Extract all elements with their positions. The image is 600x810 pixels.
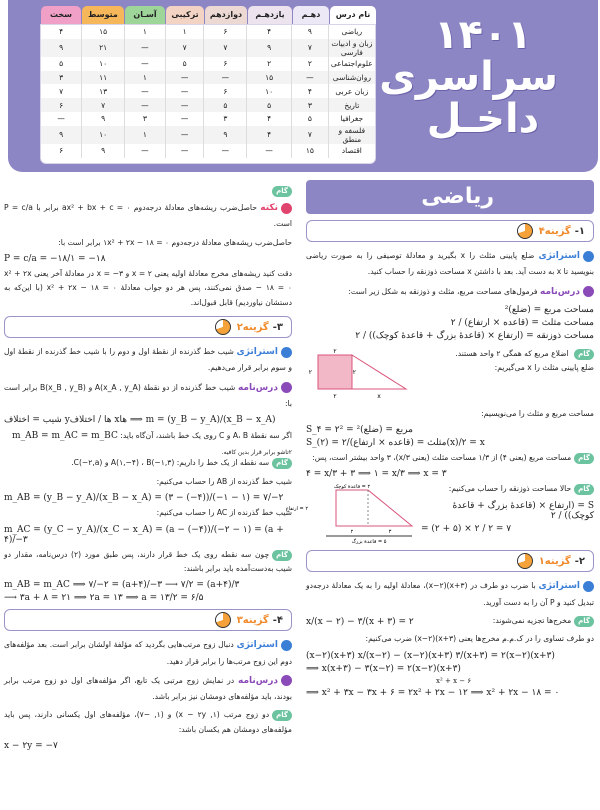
fig1-x-label: x (377, 392, 381, 400)
count-cell: ۵ (165, 57, 204, 71)
q2-eq3: ⟹ x(x+۳) − ۳(x−۲) = ۲(x−۲)(x+۳) (306, 663, 461, 674)
count-cell: ۳ (204, 112, 247, 126)
count-cell: — (165, 84, 204, 98)
count-cell: ۷ (165, 39, 204, 57)
count-cell: ۶ (204, 25, 247, 39)
slope-formula: شیب = اختلاف yها / اختلاف xها ⟹ m = (y_B − y_A)/(x_B − x_A) (4, 415, 276, 426)
count-cell: ۴ (247, 112, 292, 126)
question-number: ۳- (272, 321, 283, 333)
q4-step1-text: دو زوج مرتب (۱, x − ۲y) و (۱, −۷)، مؤلفه‌های اول یکسانی دارند، پس باید مؤلفه‌های دومشان هم یکسان باشد: (4, 710, 292, 734)
area-line: مساحت مربع و مثلث را می‌نویسیم: (481, 408, 594, 418)
count-cell: — (165, 144, 204, 158)
count-cell: — (125, 84, 166, 98)
count-cell: ۱۳ (82, 84, 125, 98)
lesson-text: فرمول‌های مساحت مربع، مثلث و ذوزنقه به شکل زیر است: (348, 286, 538, 296)
count-cell: ۱۱ (82, 71, 125, 85)
q4-eq: x − ۲y = −۷ (4, 741, 58, 752)
fig2-seg2: ۳ (388, 529, 392, 536)
count-cell: — (125, 144, 166, 158)
star-icon (281, 203, 292, 214)
table-header-5: آسـان (125, 6, 165, 24)
strategy-icon (281, 347, 292, 358)
clock-icon (215, 612, 231, 628)
stats-table (40, 6, 376, 166)
count-cell: ۶ (204, 57, 247, 71)
question-number: ۱- (574, 225, 585, 237)
table-row (41, 112, 375, 126)
table-header-3: دوازدهم (205, 6, 247, 24)
stats-grid (41, 25, 375, 158)
book-icon (281, 675, 292, 686)
table-body-wrapper (40, 24, 376, 164)
count-cell: ۲ (247, 57, 292, 71)
count-cell: ۵ (204, 98, 247, 112)
count-cell: ۴ (247, 126, 292, 144)
count-cell: ۹ (41, 126, 82, 144)
book-icon (583, 286, 594, 297)
lesson-label: درس‌نامه (237, 675, 278, 686)
count-cell: ۱۰ (82, 57, 125, 71)
banner-title (379, 12, 558, 142)
count-cell: — (165, 112, 204, 126)
q2-eq4: ⟹ x² + ۳x − ۳x + ۶ = ۲x² + ۲x − ۱۲ ⟹ x² + ۲x − ۱۸ = ۰ (306, 687, 560, 698)
fig1-top-label: ۲ (333, 347, 337, 355)
collinear-line (4, 428, 292, 445)
book-icon (281, 382, 292, 393)
equation-x: ۴ = x/۳ + ۳ ⟹ ۱ = x/۳ ⟹ x = ۳ (306, 469, 447, 480)
lesson-text: در نمایش زوج مرتبی یک تابع، اگر مؤلفه‌های اول دو زوج مرتب برابر بودند، باید مؤلفه‌های دومشان نیز برابر باشد. (4, 675, 292, 702)
fig2-seg1: ۲ (350, 529, 354, 536)
triangle-shape (352, 355, 406, 389)
roots-paragraph: دقت کنید ریشه‌های مخرج معادلهٔ اولیه یعنی x = ۲ و x = −۳ در معادلهٔ آخر یعنی x² + ۲x − ۱۸ = ۰ صدق نمی‌کنند، پس هر دو جواب معادلهٔ x² + ۲x − ۱۸ = ۰ (با این‌که به دستشان نیاوردیم) قابل قبول‌اند. (4, 268, 293, 307)
lesson-block (4, 380, 292, 412)
q3-step2-text: چون سه نقطه روی یک خط قرار دارند، پس طبق مورد (۲) درس‌نامه، مقدار دو شیب به‌دست‌آمده باید برابر باشند: (4, 549, 292, 574)
step-3-row (285, 482, 594, 546)
count-cell: ۶ (41, 98, 82, 112)
count-cell: ۷ (59, 86, 64, 96)
fig2-height: ۲ = ارتفاع (285, 506, 308, 513)
count-cell: ۳ (41, 71, 82, 85)
question-number: ۴- (272, 614, 283, 626)
strategy-text: ضلع پایینی مثلث را x بگیرید و معادلهٔ توصیفی را به صورت ریاضی بنویسید تا x به دست آید. بعد با داشتن x مساحت ذوزنقه را حساب کنید. (306, 251, 594, 277)
q3-step1-text: سه نقطه از یک خط را داریم: A(۱,−۴) ، B(−۱,۳) و C(−۲,a). (71, 458, 270, 468)
count-cell: — (247, 144, 292, 158)
q4-step1 (4, 708, 292, 737)
count-cell: ۱۵ (247, 71, 292, 85)
collinear-note: ۲تاشو برابر قرار بدین کافیه. (221, 449, 292, 457)
subject-heading: ریاضی (306, 180, 594, 214)
step-badge: گام (574, 453, 594, 464)
strategy-label: استراتژی (236, 640, 278, 651)
answer-option: گزینه۲ (236, 321, 269, 333)
step-badge: گام (272, 710, 292, 721)
lesson-text: شیب خط گذرنده از دو نقطهٔ A(x_A , y_A) و B(x_B , y_B) برابر است با: (4, 382, 292, 408)
strategy-block (306, 248, 594, 280)
subject-name-cell: زبان عربی (328, 84, 375, 98)
table-header-1: دهـم (293, 6, 329, 24)
collinear-eq: m_AB = m_AC = m_BC (12, 431, 118, 442)
strategy-text: شیب خط گذرنده از نقطهٔ اول و دوم را با شیب خط گذرنده از نقطهٔ اول و سوم برابر قرار می‌دهیم. (4, 347, 292, 373)
count-cell: ۷ (292, 39, 329, 57)
count-cell: ۱ (125, 126, 166, 144)
subject-name-cell: ریاضی (328, 25, 375, 39)
lesson-block (4, 673, 292, 705)
question-3-header (4, 316, 292, 338)
count-cell: ۹ (82, 144, 125, 158)
count-cell: — (57, 114, 65, 124)
count-cell: ۷ (292, 126, 329, 144)
table-row (41, 126, 375, 144)
square-triangle-figure (306, 347, 416, 407)
count-cell: — (125, 57, 166, 71)
formula-trapezoid: مساحت ذوزنقه = (ارتفاع × (قاعدهٔ بزرگ + قاعدهٔ کوچک)) / ۲ (355, 330, 594, 341)
clock-icon (517, 553, 533, 569)
step-3-label: حالا مساحت ذوزنقه را حساب می‌کنیم: (448, 484, 572, 494)
banner-line2: داخـل (426, 96, 540, 142)
step-badge: گام (574, 616, 594, 627)
strategy-text: با ضرب دو طرف در (x+۳)(x−۲)، معادلهٔ اولیه را به یک معادلهٔ درجه‌دو تبدیل کنید و P آن را به دست آورید. (306, 581, 594, 607)
area-square: S_مربع = (ضلع)² = ۲² = ۴ (306, 425, 413, 436)
q2-equation: x/(x − ۲) − ۳/(x + ۳) = ۲ (306, 616, 414, 627)
count-cell: ۳ (125, 112, 166, 126)
count-cell: ۲۱ (82, 39, 125, 57)
count-cell: ۱ (165, 25, 204, 39)
final-eq: ⟶ ۳a + ۸ = ۲۱ ⟹ ۲a = ۱۳ ⟹ a = ۱۳/۲ = ۶/۵ (4, 593, 204, 604)
banner-year: ۱۴۰۱ (434, 12, 532, 58)
step-badge: گام (574, 349, 594, 360)
question-number: ۲- (574, 555, 585, 567)
count-cell: — (125, 39, 166, 57)
count-cell: ۴ (247, 25, 292, 39)
count-cell: ۷ (204, 39, 247, 57)
count-cell: — (165, 126, 204, 144)
count-cell: ۵ (247, 98, 292, 112)
mab-text: شیب خط گذرنده از AB را حساب می‌کنیم: (156, 476, 292, 486)
lesson-block (306, 284, 594, 301)
answer-option: گزینه۱ (538, 555, 571, 567)
step-badge: گام (272, 458, 292, 469)
table-row (41, 39, 375, 57)
count-cell: ۹ (82, 112, 125, 126)
count-cell: ۹ (247, 39, 292, 57)
count-cell: ۶ (59, 146, 64, 156)
q3-step2 (4, 548, 292, 577)
fig2-big-base: ۵ = قاعدهٔ بزرگ (351, 539, 387, 546)
mab-eq: m_AB = (y_B − y_A)/(x_B − x_A) = (۳ − (−۴))/(−۱ − ۱) = ۷/−۲ (4, 493, 284, 504)
mac-eq: m_AC = (y_C − y_A)/(x_C − x_A) = (a − (−۴))/(−۲ − ۱) = (a + ۴)/−۳ (4, 524, 284, 545)
clock-icon (517, 223, 533, 239)
step-2 (306, 451, 594, 465)
strategy-label: استراتژی (538, 251, 581, 261)
count-cell: ۴ (292, 84, 329, 98)
step-1-text (416, 347, 594, 403)
strategy-label: استراتژی (538, 581, 581, 592)
q2-line2: دو طرف تساوی را در ک.م.م مخرج‌ها یعنی (x+۳)(x−۲) ضرب می‌کنیم: (365, 634, 594, 644)
question-4-header (4, 609, 292, 631)
step-2-text: مساحت مربع (یعنی ۴) از ۱/۳ مساحت مثلث (یعنی x/۳)، ۳ واحد بیشتر است، پس: (312, 453, 572, 463)
count-cell: — (125, 98, 166, 112)
answer-option: گزینه۴ (538, 225, 571, 237)
table-header-2: یازدهـم (248, 6, 292, 24)
step-1a: اضلاع مربع که همگی ۲ واحد هستند. (455, 348, 569, 358)
q2-step1-row (306, 614, 594, 632)
note-label: نکته (260, 203, 278, 213)
strategy-icon (281, 640, 292, 651)
step-badge: گام (272, 186, 292, 197)
step-badge: گام (272, 550, 292, 561)
area-triangle: S_مثلث = (قاعده × ارتفاع)/۲ = (۲)(x)/۲ = x (306, 438, 485, 449)
strategy-block (306, 578, 594, 610)
count-cell: ۱ (125, 71, 166, 85)
count-cell: — (165, 71, 204, 85)
count-cell: ۱۵ (82, 25, 125, 39)
question-1-header (306, 220, 594, 242)
lesson-label: درس‌نامه (539, 286, 580, 297)
step-badge: گام (574, 484, 594, 495)
collinear-text: اگر سه نقطهٔ A، B و C روی یک خط باشند، آن‌گاه باید: (120, 431, 292, 441)
table-row (41, 57, 375, 71)
table-row (41, 84, 375, 98)
table-header-0: نام درس (330, 6, 376, 24)
question-2-header (306, 550, 594, 572)
count-cell: ۷ (82, 98, 125, 112)
count-cell: — (165, 98, 204, 112)
strategy-icon (583, 581, 594, 592)
count-cell: ۴ (59, 27, 64, 37)
count-cell: — (204, 71, 247, 85)
step-badge-top (4, 186, 292, 200)
table-header-tabs (40, 6, 376, 24)
count-cell: ۱۰ (247, 84, 292, 98)
table-row (41, 25, 375, 39)
q2-step1-text: مخرج‌ها تجزیه نمی‌شوند: (492, 615, 572, 625)
banner-line1: سراسری (379, 54, 558, 100)
table-row (41, 144, 375, 158)
table-header-4: ترکیبی (166, 6, 204, 24)
step-1-row (306, 347, 594, 407)
answer-option: گزینه۳ (236, 614, 269, 626)
count-cell: ۹ (204, 126, 247, 144)
count-cell: ۱ (125, 25, 166, 39)
trapezoid-value: = (۲ + ۵) × ۲ / ۲ = ۷ (421, 523, 512, 534)
table-row (41, 71, 375, 85)
clock-icon (215, 319, 231, 335)
fig1-bottom-label: ۲ (333, 392, 337, 400)
count-cell: ۱۵ (292, 144, 329, 158)
table-header-6: متوسط (82, 6, 124, 24)
table-row (41, 98, 375, 112)
step-1b: ضلع پایینی مثلث را x می‌گیریم: (494, 363, 594, 373)
subject-name-cell: زبان و ادبیات فارسی (328, 39, 375, 57)
subject-name-cell: روان‌شناسی (328, 71, 375, 85)
q3-step1 (4, 456, 292, 470)
equal-slopes-eq: m_AB = m_AC ⟹ ۷/−۲ = (a+۴)/−۳ ⟶ ۷/۲ = (a+۴)/۳ (4, 580, 240, 591)
subject-name-cell: علوم‌اجتماعی (328, 57, 375, 71)
product-eq: P = c/a = −۱۸/۱ = −۱۸ (4, 253, 106, 264)
square-shape (318, 355, 352, 389)
q2-eq2: (x−۲)(x+۳) x/(x−۲) − (x−۲)(x+۳) ۳/(x+۳) = ۲(x−۲)(x+۳) (306, 650, 555, 661)
strategy-label: استراتژی (236, 347, 278, 358)
strategy-block (4, 637, 292, 669)
mac-text: شیب خط گذرنده از AC را حساب می‌کنیم: (156, 508, 292, 518)
strategy-icon (583, 251, 594, 262)
trapezoid-shape (336, 490, 412, 526)
count-cell: ۳ (292, 98, 329, 112)
fig2-small-base: ۲ = قاعدهٔ کوچک (333, 484, 371, 491)
fig1-mid-label: ۲ (352, 368, 356, 376)
q2-step1 (414, 614, 594, 628)
count-cell: ۵ (59, 59, 64, 69)
count-cell: ۱۰ (82, 126, 125, 144)
note-block (4, 200, 292, 232)
strategy-block (4, 344, 292, 376)
right-column (285, 180, 594, 701)
subject-name-cell: اقتصاد (328, 144, 375, 158)
formula-square: مساحت مربع = (ضلع)² (504, 304, 594, 315)
chapter-banner (8, 0, 598, 172)
count-cell: ۹ (292, 25, 329, 39)
formula-triangle: مساحت مثلث = (قاعده × ارتفاع) / ۲ (450, 317, 594, 328)
count-cell: — (204, 144, 247, 158)
note-text: حاصل‌ضرب ریشه‌های معادلهٔ درجه‌دوم ax² + bx + c = ۰ برابر با P = c/a است. (4, 203, 292, 229)
lesson-label: درس‌نامه (237, 382, 278, 393)
q2-eq3-under: x² + x − ۶ (436, 676, 472, 685)
table-header-7: سخت (41, 6, 81, 24)
count-cell: ۲ (292, 57, 329, 71)
count-cell: — (292, 71, 329, 85)
product-line: حاصل‌ضرب ریشه‌های معادلهٔ درجه‌دوم ۱x² + ۲x − ۱۸ = ۰ برابر است با: (58, 237, 292, 247)
trapezoid-formula: S = (ارتفاع × (قاعدهٔ بزرگ + قاعدهٔ کوچک)) / ۲ (452, 500, 594, 521)
subject-name-cell: جغرافیا (328, 112, 375, 126)
subject-name-cell: فلسفه و منطق (328, 126, 375, 144)
count-cell: ۶ (204, 84, 247, 98)
fig1-left-label: ۲ (308, 368, 312, 376)
count-cell: ۹ (41, 39, 82, 57)
left-column (4, 186, 292, 754)
subject-name-cell: تاریخ (328, 98, 375, 112)
trapezoid-figure (285, 482, 421, 546)
strategy-text: دنبال زوج مرتب‌هایی بگردید که مؤلفهٔ اولشان برابر است. بعد مؤلفه‌های دوم این زوج مرتب‌ها را برابر قرار دهید. (4, 640, 292, 666)
step-3-text (421, 482, 594, 544)
count-cell: ۵ (292, 112, 329, 126)
